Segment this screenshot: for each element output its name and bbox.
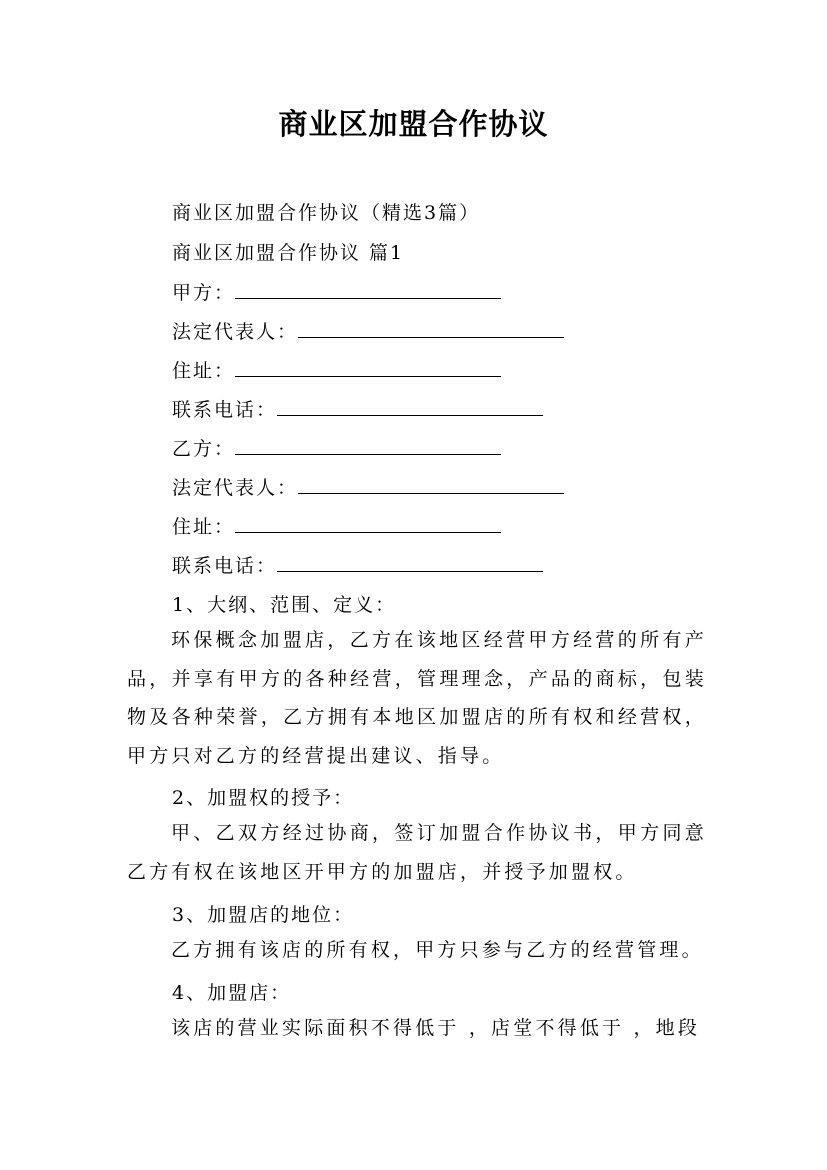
- blank-line: [277, 397, 543, 416]
- party-b-address-field: [172, 512, 501, 539]
- party-b-legal-rep-field: [172, 473, 564, 500]
- document-title: 商业区加盟合作协议: [278, 107, 549, 141]
- party-a-phone-field: [172, 395, 543, 422]
- clause-2-heading: 2、加盟权的授予：: [172, 787, 355, 809]
- party-b-field: [172, 434, 501, 461]
- blank-line: [235, 358, 501, 377]
- party-a-field: [172, 278, 501, 305]
- party-a-legal-rep-field: [172, 317, 564, 344]
- blank-line: [298, 475, 564, 494]
- clause-1-body: 环保概念加盟店，乙方在该地区经营甲方经营的所有产品，并享有甲方的各种经营，管理理念，产品的商标，包装物及各种荣誉，乙方拥有本地区加盟店的所有权和经营权，甲方只对乙方的经营提出建议、指导。: [127, 629, 707, 767]
- clause-3-heading: 3、加盟店的地位：: [172, 904, 355, 926]
- field-label: 乙方：: [172, 438, 236, 460]
- clause-3-body: 乙方拥有该店的所有权，甲方只参与乙方的经营管理。: [171, 939, 704, 961]
- blank-line: [235, 514, 501, 533]
- party-b-phone-field: [172, 551, 543, 578]
- party-a-address-field: [172, 356, 501, 383]
- field-label: 法定代表人：: [172, 477, 299, 499]
- section-heading: 商业区加盟合作协议 篇1: [172, 242, 405, 264]
- document-subtitle: 商业区加盟合作协议（精选3篇）: [172, 202, 481, 224]
- clause-4-heading: 4、加盟店：: [172, 982, 292, 1004]
- field-label: 甲方：: [172, 282, 236, 304]
- field-label: 法定代表人：: [172, 321, 299, 343]
- blank-line: [235, 280, 501, 299]
- blank-line: [277, 553, 543, 572]
- field-label: 联系电话：: [172, 555, 278, 577]
- field-label: 联系电话：: [172, 399, 278, 421]
- field-label: 住址：: [172, 516, 236, 538]
- clause-2-body: 甲、乙双方经过协商，签订加盟合作协议书，甲方同意乙方有权在该地区开甲方的加盟店，并授予加盟权。: [127, 822, 707, 883]
- blank-line: [298, 319, 564, 338]
- clause-4-body: 该店的营业实际面积不得低于 ，店堂不得低于 ，地段: [171, 1017, 701, 1039]
- clause-1-heading: 1、大纲、范围、定义：: [172, 594, 397, 616]
- field-label: 住址：: [172, 360, 236, 382]
- blank-line: [235, 436, 501, 455]
